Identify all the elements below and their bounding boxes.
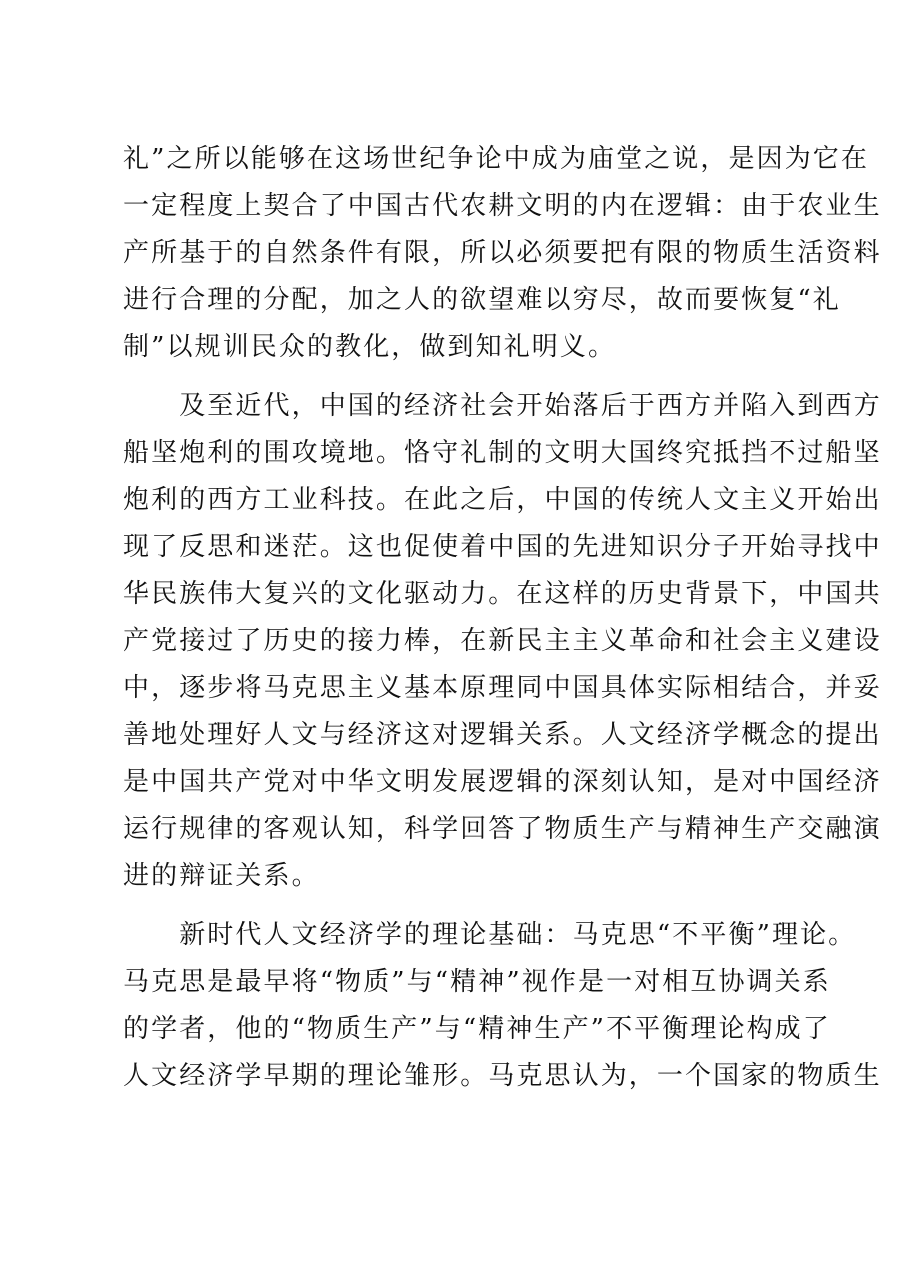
paragraph-2 xyxy=(123,383,882,900)
text-line: 及至近代，中国的经济社会开始落后于西方并陷入到西方 xyxy=(123,391,882,421)
text-line: 新时代人文经济学的理论基础：马克思“不平衡”理论。 xyxy=(123,920,857,950)
text-line: 船坚炮利的围攻境地。恪守礼制的文明大国终究抵挡不过船坚 xyxy=(123,438,882,468)
paragraph-1 xyxy=(123,136,882,371)
text-line: 炮利的西方工业科技。在此之后，中国的传统人文主义开始出 xyxy=(123,485,882,515)
paragraph-3 xyxy=(123,912,882,1100)
text-line: 中，逐步将马克思主义基本原理同中国具体实际相结合，并妥 xyxy=(123,673,882,703)
text-line: 一定程度上契合了中国古代农耕文明的内在逻辑：由于农业生 xyxy=(123,191,882,221)
text-line: 进行合理的分配，加之人的欲望难以穷尽，故而要恢复“礼 xyxy=(123,285,841,315)
text-line: 是中国共产党对中华文明发展逻辑的深刻认知，是对中国经济 xyxy=(123,767,882,797)
paragraph-spacer xyxy=(123,371,803,383)
text-line: 华民族伟大复兴的文化驱动力。在这样的历史背景下，中国共 xyxy=(123,579,882,609)
text-line: 的学者，他的“物质生产”与“精神生产”不平衡理论构成了 xyxy=(123,1014,831,1044)
text-line: 产党接过了历史的接力棒，在新民主主义革命和社会主义建设 xyxy=(123,626,882,656)
text-line: 现了反思和迷茫。这也促使着中国的先进知识分子开始寻找中 xyxy=(123,532,882,562)
text-line: 人文经济学早期的理论雏形。马克思认为，一个国家的物质生 xyxy=(123,1061,882,1091)
paragraph-spacer xyxy=(123,900,803,912)
text-line: 马克思是最早将“物质”与“精神”视作是一对相互协调关系 xyxy=(123,967,831,997)
text-line: 制”以规训民众的教化，做到知礼明义。 xyxy=(123,332,617,362)
text-line: 进的辩证关系。 xyxy=(123,861,320,891)
document-body xyxy=(123,136,882,1100)
text-line: 产所基于的自然条件有限，所以必须要把有限的物质生活资料 xyxy=(123,238,882,268)
text-line: 礼”之所以能够在这场世纪争论中成为庙堂之说，是因为它在 xyxy=(123,144,869,174)
text-line: 善地处理好人文与经济这对逻辑关系。人文经济学概念的提出 xyxy=(123,720,882,750)
text-line: 运行规律的客观认知，科学回答了物质生产与精神生产交融演 xyxy=(123,814,882,844)
